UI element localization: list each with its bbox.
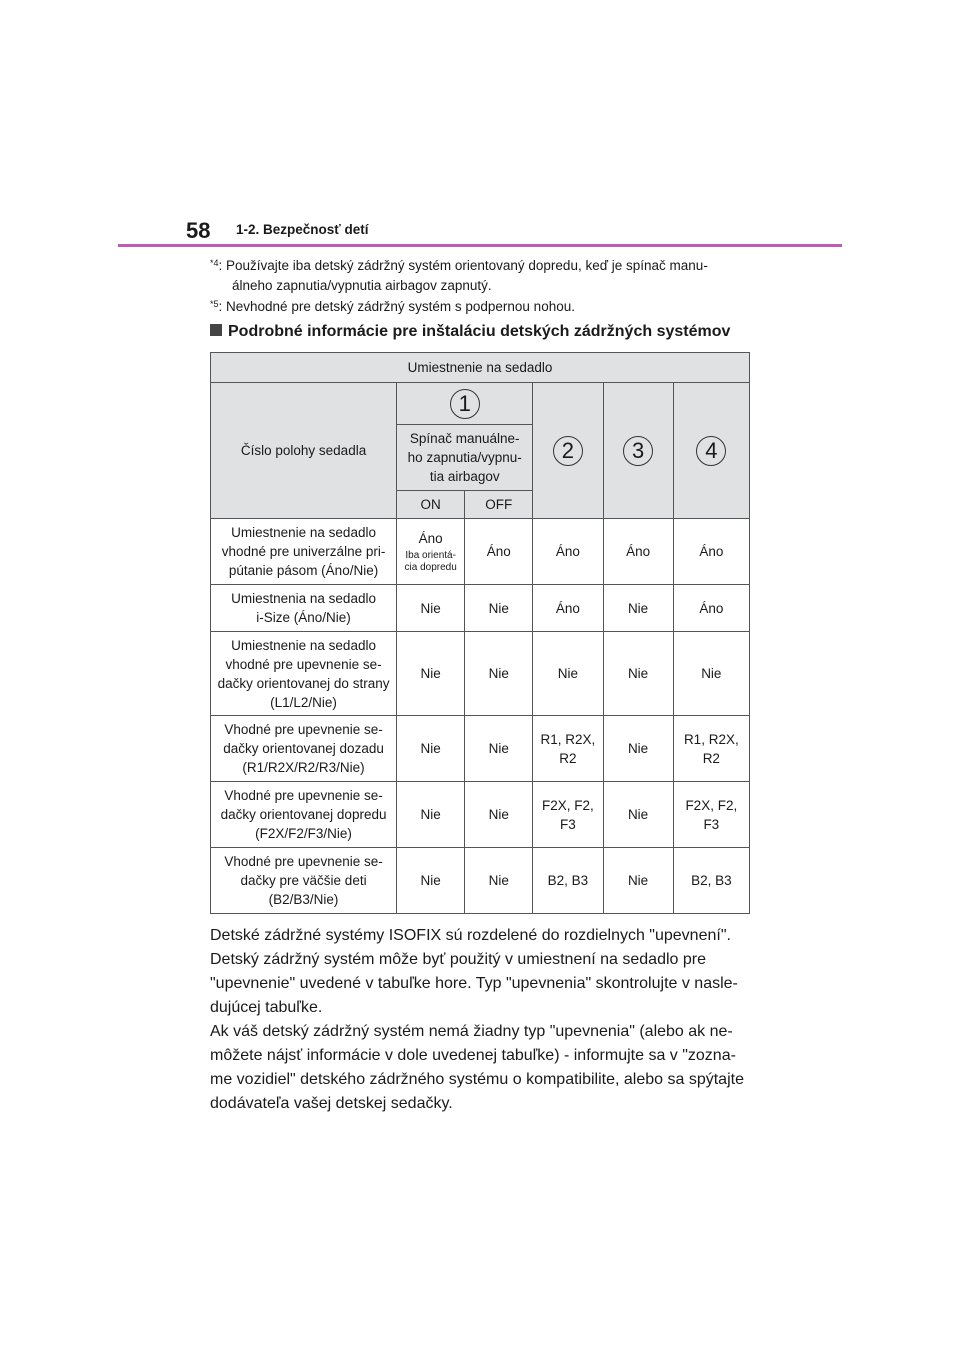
section-heading-text: Podrobné informácie pre inštaláciu detských zádržných systémov: [228, 323, 731, 340]
switch-on-header: ON: [397, 491, 465, 519]
row-label: [211, 585, 397, 632]
square-bullet-icon: [210, 324, 222, 336]
footnote-mark: *4: [210, 258, 219, 268]
cell-pos2: B2, B3: [533, 848, 603, 914]
table-header-top: Umiestnenie na sedadlo: [211, 353, 750, 383]
paragraph-line: dodávateľa vašej detskej sedačky.: [210, 1095, 453, 1112]
footnote-4: [210, 256, 755, 296]
row-label: [211, 519, 397, 585]
paragraph-line: dujúcej tabuľke.: [210, 999, 323, 1016]
label-line: pútanie pásom (Áno/Nie): [228, 563, 379, 578]
position-2-header: [533, 383, 603, 519]
cell-note: cia dopredu: [404, 562, 457, 573]
cell-value: Áno: [418, 531, 443, 546]
label-line: (R1/R2X/R2/R3/Nie): [242, 760, 365, 775]
cell-pos2: [533, 782, 603, 848]
cell-pos2: Áno: [533, 519, 603, 585]
cell-on: Nie: [397, 716, 465, 782]
cell-on: Nie: [397, 782, 465, 848]
label-line: i-Size (Áno/Nie): [256, 610, 351, 625]
cell-pos2: [533, 716, 603, 782]
cell-off: Nie: [465, 585, 533, 632]
switch-label-line: tia airbagov: [429, 469, 500, 484]
footnote-text-cont: álneho zapnutia/vypnutia airbagov zapnutý.: [232, 278, 492, 293]
cell-off: Nie: [465, 782, 533, 848]
row-label: [211, 782, 397, 848]
section-title: 1-2. Bezpečnosť detí: [236, 222, 369, 237]
row-label: [211, 632, 397, 716]
airbag-switch-label: [397, 425, 533, 491]
position-4-header: [673, 383, 749, 519]
cell-pos2: Áno: [533, 585, 603, 632]
table-row: [211, 519, 750, 585]
cell-value: F3: [703, 816, 720, 832]
label-line: Vhodné pre upevnenie se-: [224, 722, 383, 737]
cell-pos4: Áno: [673, 585, 749, 632]
cell-pos4: Nie: [673, 632, 749, 716]
cell-value: R1, R2X,: [540, 731, 596, 747]
footnote-5: [210, 297, 755, 317]
cell-pos4: [673, 782, 749, 848]
cell-off: Nie: [465, 632, 533, 716]
label-line: dačky orientovanej dopredu: [220, 807, 387, 822]
cell-value: R2: [559, 750, 577, 766]
cell-pos3: Nie: [603, 782, 673, 848]
paragraph-line: môžete nájsť informácie v dole uvedenej tabuľke) - informujte sa v "zozna-: [210, 1047, 736, 1064]
position-3-icon: 3: [623, 436, 653, 466]
table-row: [211, 848, 750, 914]
label-line: dačky orientovanej dozadu: [223, 741, 384, 756]
cell-off: Nie: [465, 716, 533, 782]
switch-off-header: OFF: [465, 491, 533, 519]
label-line: vhodné pre univerzálne pri-: [221, 544, 386, 559]
switch-label-line: ho zapnutia/vypnu-: [407, 450, 522, 465]
cell-pos3: Nie: [603, 716, 673, 782]
seat-position-table: [210, 352, 750, 914]
label-line: (L1/L2/Nie): [270, 694, 337, 710]
table-corner-label: Číslo polohy sedadla: [211, 383, 397, 519]
cell-value: F2X, F2,: [542, 797, 594, 813]
label-line: Vhodné pre upevnenie se-: [224, 854, 383, 869]
label-line: Umiestnenie na sedadlo: [231, 525, 376, 540]
position-2-icon: 2: [553, 436, 583, 466]
footnote-text: : Používajte iba detský zádržný systém orientovaný dopredu, keď je spínač manu-: [218, 258, 708, 273]
label-line: vhodné pre upevnenie se-: [225, 656, 382, 672]
paragraph-line: Detský zádržný systém môže byť použitý v umiestnení na sedadlo pre: [210, 951, 706, 968]
cell-note: Iba orientá-: [405, 550, 456, 561]
page-number: 58: [186, 218, 211, 243]
cell-value: R2: [702, 750, 720, 766]
table-row: [211, 782, 750, 848]
cell-pos4: [673, 716, 749, 782]
cell-on: Nie: [397, 632, 465, 716]
label-line: Umiestnenie na sedadlo: [231, 637, 376, 653]
table-row: [211, 632, 750, 716]
paragraph-line: me vozidiel" detského zádržného systému o kompatibilite, alebo sa spýtajte: [210, 1071, 744, 1088]
cell-on: [397, 519, 465, 585]
position-1-header: [397, 383, 533, 425]
cell-value: F3: [560, 816, 576, 832]
label-line: (B2/B3/Nie): [268, 892, 339, 907]
switch-label-line: Spínač manuálne-: [409, 431, 520, 446]
paragraph-line: Ak váš detský zádržný systém nemá žiadny typ "upevnenia" (alebo ak ne-: [210, 1023, 733, 1040]
cell-pos4: B2, B3: [673, 848, 749, 914]
cell-off: Nie: [465, 848, 533, 914]
header-divider: [118, 244, 842, 247]
cell-value: R1, R2X,: [683, 731, 739, 747]
label-line: dačky orientovanej do strany: [217, 675, 390, 691]
table-row: [211, 585, 750, 632]
row-label: [211, 848, 397, 914]
footnote-text: : Nevhodné pre detský zádržný systém s podpernou nohou.: [218, 299, 575, 314]
cell-pos2: Nie: [533, 632, 603, 716]
cell-on: Nie: [397, 585, 465, 632]
label-line: Umiestnenia na sedadlo: [231, 591, 376, 606]
cell-pos4: Áno: [673, 519, 749, 585]
footnote-mark: *5: [210, 299, 219, 309]
body-paragraph: [210, 924, 755, 1116]
cell-pos3: Nie: [603, 585, 673, 632]
paragraph-line: "upevnenie" uvedené v tabuľke hore. Typ "upevnenia" skontrolujte v nasle-: [210, 975, 738, 992]
cell-pos3: Nie: [603, 632, 673, 716]
cell-off: Áno: [465, 519, 533, 585]
cell-value: F2X, F2,: [685, 797, 738, 813]
label-line: Vhodné pre upevnenie se-: [224, 788, 383, 803]
paragraph-line: Detské zádržné systémy ISOFIX sú rozdelené do rozdielnych "upevnení".: [210, 927, 731, 944]
position-4-icon: 4: [696, 436, 726, 466]
table-row: [211, 716, 750, 782]
label-line: dačky pre väčšie deti: [240, 873, 367, 888]
cell-pos3: Nie: [603, 848, 673, 914]
row-label: [211, 716, 397, 782]
label-line: (F2X/F2/F3/Nie): [255, 826, 352, 841]
position-3-header: [603, 383, 673, 519]
cell-on: Nie: [397, 848, 465, 914]
position-1-icon: 1: [450, 389, 480, 419]
section-heading: [210, 323, 770, 341]
cell-pos3: Áno: [603, 519, 673, 585]
